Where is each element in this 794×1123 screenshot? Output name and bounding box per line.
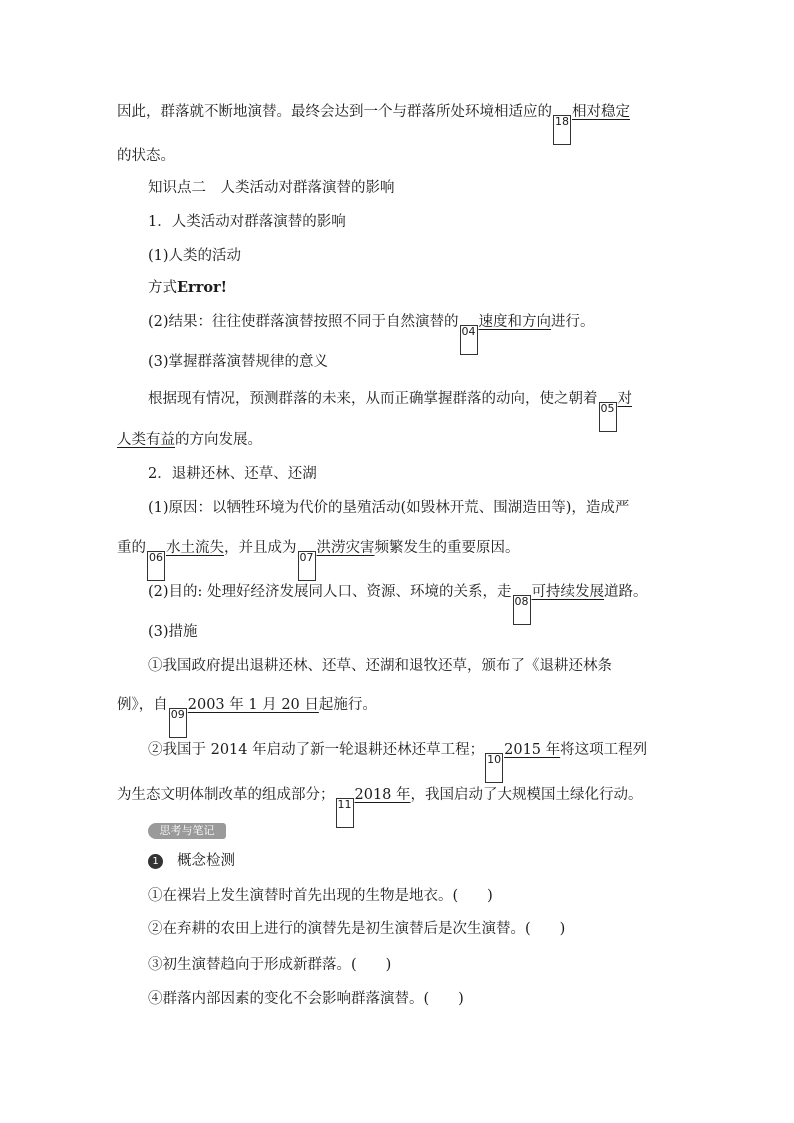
question-text: ①在裸岩上发生演替时首先出现的生物是地衣。( ) (148, 888, 493, 904)
text-run: ，并且成为 (224, 540, 297, 556)
paragraph-line (148, 352, 328, 372)
answer-text: 2015 年 (504, 742, 561, 758)
answer-text: 洪涝灾害 (316, 540, 375, 556)
blank-number: 04 (460, 325, 478, 355)
subheading (148, 212, 346, 232)
blank-number: 07 (298, 551, 316, 581)
text-run: 的方向发展。 (175, 432, 262, 448)
blank-number: 18 (553, 115, 571, 145)
section-heading (148, 851, 235, 871)
paragraph-line (148, 656, 612, 676)
blank-number: 06 (147, 551, 165, 581)
text-run: 例》，自 (117, 697, 168, 713)
text-run: 因此，群落就不断地演替。最终会达到一个与群落所处环境相适应的 (117, 104, 552, 120)
error-text: Error! (177, 279, 228, 296)
section-title: 概念检测 (177, 853, 235, 869)
blank-number: 09 (169, 708, 187, 738)
question-item (148, 955, 391, 975)
text-run: 知识点二 人类活动对群落演替的影响 (148, 180, 395, 196)
answer-text: 人类有益 (117, 432, 175, 448)
paragraph-line (117, 785, 643, 828)
paragraph-line (148, 278, 227, 298)
paragraph-line (148, 498, 629, 518)
question-item (148, 886, 493, 906)
notes-tag: 思考与笔记 (148, 823, 226, 839)
paragraph-line (117, 695, 377, 738)
paragraph-line (117, 430, 262, 450)
section-number-icon: 1 (148, 854, 163, 869)
paragraph-line (117, 102, 630, 145)
text-run: 1．人类活动对群落演替的影响 (148, 214, 346, 230)
paragraph-line (148, 312, 595, 355)
text-run: 进行。 (551, 314, 595, 330)
blank-number: 05 (599, 402, 617, 432)
text-run: 2．退耕还林、还草、还湖 (148, 466, 317, 482)
answer-text: 2003 年 1 月 20 日 (187, 697, 319, 713)
paragraph-line (148, 582, 648, 625)
text-run: (1)原因：以牺牲环境为代价的垦殖活动(如毁林开荒、围湖造田等)，造成严 (148, 500, 630, 516)
question-text: ④群落内部因素的变化不会影响群落演替。( ) (148, 991, 464, 1007)
subheading (148, 464, 317, 484)
text-run: ，我国启动了大规模国土绿化行动。 (410, 787, 643, 803)
question-text: ②在弃耕的农田上进行的演替先是初生演替后是次生演替。( ) (148, 921, 566, 937)
text-run: 道路。 (604, 584, 648, 600)
answer-text: 可持续发展 (531, 584, 605, 600)
text-run: 根据现有情况，预测群落的未来，从而正确掌握群落的动向，使之朝着 (148, 391, 598, 407)
question-text: ③初生演替趋向于形成新群落。( ) (148, 957, 392, 973)
blank-number: 08 (513, 595, 531, 625)
section-heading (148, 178, 395, 198)
text-run: ②我国于 2014 年启动了新一轮退耕还林还草工程； (148, 742, 485, 758)
paragraph-line (148, 246, 241, 266)
question-item (148, 989, 464, 1009)
text-run: 重的 (117, 540, 146, 556)
answer-text: 速度和方向 (478, 314, 552, 330)
text-run: 的状态。 (117, 148, 175, 164)
paragraph-line (117, 146, 175, 166)
paragraph-line (117, 538, 520, 581)
text-run: (2)目的: 处理好经济发展同人口、资源、环境的关系，走 (148, 584, 512, 600)
text-run: (2)结果：往往使群落演替按照不同于自然演替的 (148, 314, 459, 330)
text-run: (3)措施 (148, 624, 198, 640)
answer-text: 对 (617, 391, 632, 407)
blank-number: 10 (485, 753, 503, 783)
text-run: ①我国政府提出退耕还林、还草、还湖和退牧还草，颁布了《退耕还林条 (148, 658, 612, 674)
paragraph-line (148, 389, 632, 432)
paragraph-line (148, 740, 647, 783)
text-run: 频繁发生的重要原因。 (374, 540, 520, 556)
answer-text: 2018 年 (354, 787, 411, 803)
blank-number: 11 (336, 798, 354, 828)
text-run: (3)掌握群落演替规律的意义 (148, 354, 329, 370)
text-run: 起施行。 (318, 697, 377, 713)
text-run: 方式 (148, 280, 177, 296)
question-item (148, 919, 565, 939)
paragraph-line (148, 622, 198, 642)
text-run: 将这项工程列 (560, 742, 648, 758)
text-run: (1)人类的活动 (148, 248, 242, 264)
answer-text: 相对稳定 (572, 104, 630, 120)
answer-text: 水土流失 (166, 540, 224, 556)
text-run: 为生态文明体制改革的组成部分； (117, 787, 335, 803)
